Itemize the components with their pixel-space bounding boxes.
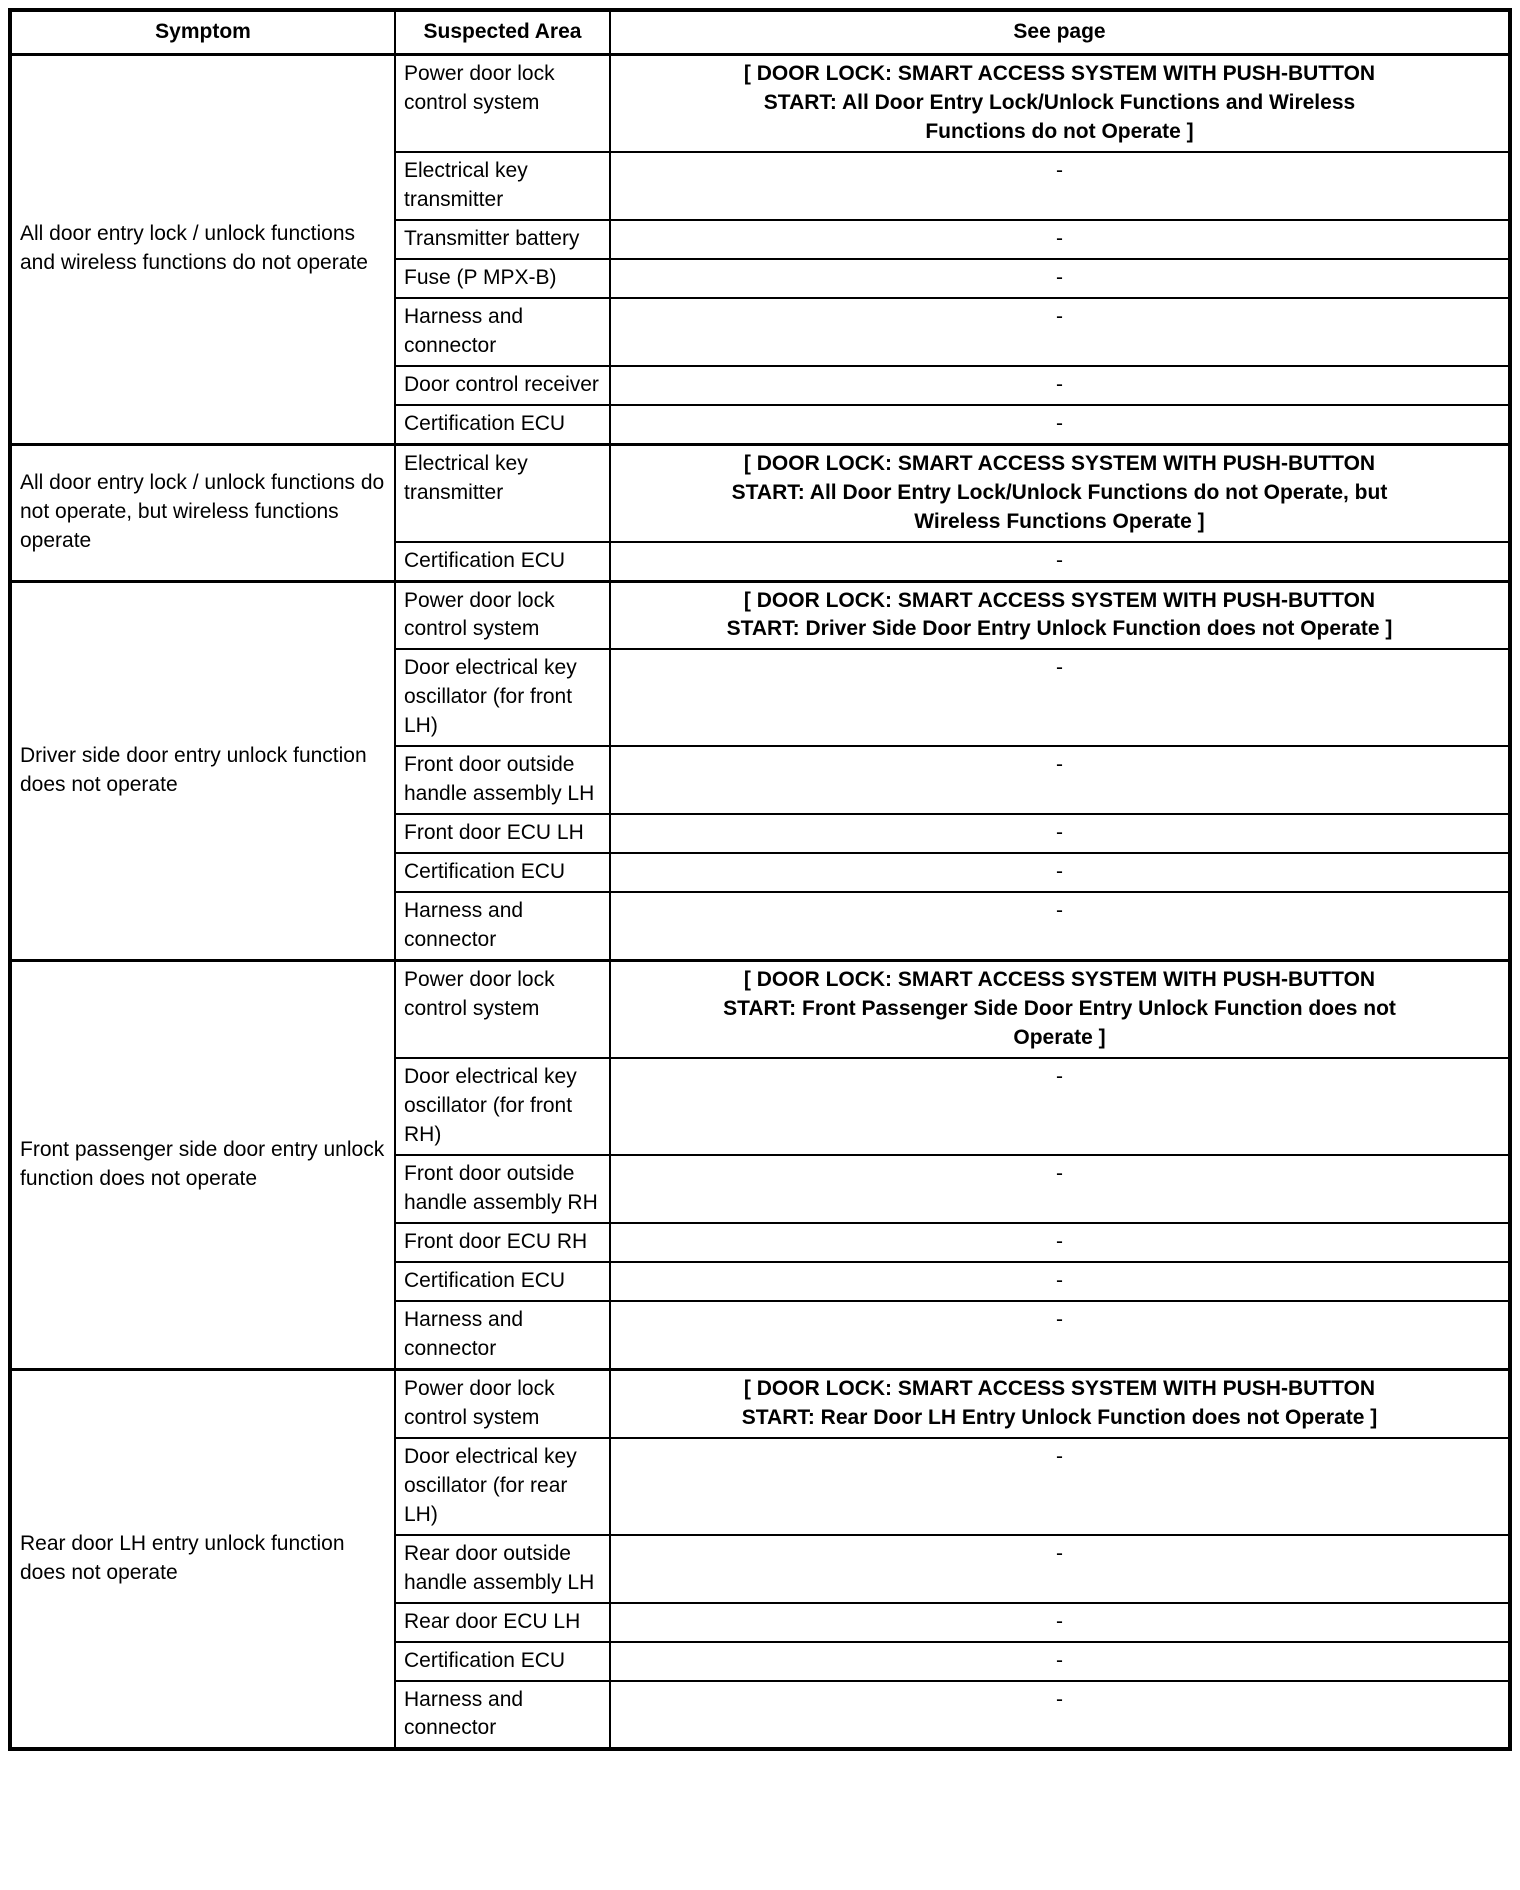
see-page-cell [610,152,1510,220]
suspected-area-cell: Door control receiver [395,366,610,405]
see-page-dash: - [1056,1268,1063,1292]
see-page-reference: [ DOOR LOCK: SMART ACCESS SYSTEM WITH PUSH-BUTTON START: Rear Door LH Entry Unlock Function does not Operate ] [741,1376,1378,1429]
see-page-dash: - [1056,1065,1063,1089]
see-page-cell [610,298,1510,366]
see-page-dash: - [1056,411,1063,435]
see-page-reference: [ DOOR LOCK: SMART ACCESS SYSTEM WITH PUSH-BUTTON START: Front Passenger Side Door Entry Unlock Function does not Operate ] [723,968,1396,1050]
symptom-cell: All door entry lock / unlock functions do not operate, but wireless functions operate [10,444,395,581]
suspected-area-cell: Rear door outside handle assembly LH [395,1535,610,1603]
table-row [10,961,1510,1058]
see-page-dash: - [1056,1229,1063,1253]
suspected-area-cell: Harness and connector [395,1681,610,1750]
suspected-area-cell: Front door outside handle assembly LH [395,746,610,814]
see-page-dash: - [1056,1444,1063,1468]
see-page-cell [610,1262,1510,1301]
see-page-reference: [ DOOR LOCK: SMART ACCESS SYSTEM WITH PUSH-BUTTON START: Driver Side Door Entry Unlock Function does not Operate ] [726,588,1393,641]
see-page-cell [610,1369,1510,1437]
column-header: See page [610,10,1510,54]
see-page-cell [610,1603,1510,1642]
see-page-dash: - [1056,656,1063,680]
see-page-dash: - [1056,860,1063,884]
symptom-cell: Rear door LH entry unlock function does not operate [10,1369,395,1749]
table-body [10,54,1510,1749]
see-page-dash: - [1056,158,1063,182]
table-row [10,1369,1510,1437]
see-page-cell [610,542,1510,581]
see-page-cell [610,1223,1510,1262]
column-header: Suspected Area [395,10,610,54]
suspected-area-cell: Power door lock control system [395,54,610,151]
see-page-cell [610,259,1510,298]
see-page-cell [610,1535,1510,1603]
suspected-area-cell: Harness and connector [395,1301,610,1369]
suspected-area-cell: Door electrical key oscillator (for front LH) [395,649,610,746]
see-page-cell [610,444,1510,541]
see-page-cell [610,961,1510,1058]
see-page-dash: - [1056,1609,1063,1633]
see-page-cell [610,366,1510,405]
column-header: Symptom [10,10,395,54]
see-page-reference: [ DOOR LOCK: SMART ACCESS SYSTEM WITH PUSH-BUTTON START: All Door Entry Lock/Unlock Functions do not Operate, but Wireless Functions Operate ] [731,451,1388,533]
see-page-dash: - [1056,1307,1063,1331]
suspected-area-cell: Electrical key transmitter [395,444,610,541]
suspected-area-cell: Door electrical key oscillator (for front RH) [395,1058,610,1155]
suspected-area-cell: Certification ECU [395,542,610,581]
see-page-cell [610,814,1510,853]
suspected-area-cell: Front door outside handle assembly RH [395,1155,610,1223]
see-page-dash: - [1056,1161,1063,1185]
see-page-cell [610,1301,1510,1369]
suspected-area-cell: Fuse (P MPX-B) [395,259,610,298]
see-page-cell [610,892,1510,960]
suspected-area-cell: Harness and connector [395,892,610,960]
see-page-cell [610,853,1510,892]
suspected-area-cell: Certification ECU [395,1642,610,1681]
see-page-dash: - [1056,1541,1063,1565]
see-page-cell [610,1155,1510,1223]
symptom-table [8,8,1512,1751]
see-page-dash: - [1056,821,1063,845]
suspected-area-cell: Door electrical key oscillator (for rear LH) [395,1438,610,1535]
symptom-cell: Driver side door entry unlock function does not operate [10,581,395,961]
see-page-dash: - [1056,226,1063,250]
see-page-cell [610,1058,1510,1155]
see-page-dash: - [1056,372,1063,396]
see-page-dash: - [1056,548,1063,572]
symptom-cell: All door entry lock / unlock functions and wireless functions do not operate [10,54,395,444]
see-page-cell [610,746,1510,814]
suspected-area-cell: Power door lock control system [395,581,610,649]
suspected-area-cell: Power door lock control system [395,1369,610,1437]
suspected-area-cell: Front door ECU LH [395,814,610,853]
suspected-area-cell: Electrical key transmitter [395,152,610,220]
see-page-dash: - [1056,304,1063,328]
see-page-dash: - [1056,265,1063,289]
see-page-cell [610,220,1510,259]
symptom-cell: Front passenger side door entry unlock function does not operate [10,961,395,1370]
see-page-cell [610,405,1510,444]
see-page-cell [610,649,1510,746]
suspected-area-cell: Certification ECU [395,405,610,444]
suspected-area-cell: Harness and connector [395,298,610,366]
see-page-dash: - [1056,753,1063,777]
see-page-cell [610,54,1510,151]
suspected-area-cell: Certification ECU [395,1262,610,1301]
suspected-area-cell: Front door ECU RH [395,1223,610,1262]
see-page-cell [610,1681,1510,1750]
suspected-area-cell: Certification ECU [395,853,610,892]
header-row [10,10,1510,54]
table-row [10,54,1510,151]
table-row [10,444,1510,541]
see-page-dash: - [1056,1687,1063,1711]
see-page-cell [610,1642,1510,1681]
see-page-reference: [ DOOR LOCK: SMART ACCESS SYSTEM WITH PUSH-BUTTON START: All Door Entry Lock/Unlock Functions and Wireless Functions do not Operate ] [743,61,1376,143]
suspected-area-cell: Rear door ECU LH [395,1603,610,1642]
see-page-dash: - [1056,1648,1063,1672]
suspected-area-cell: Transmitter battery [395,220,610,259]
see-page-dash: - [1056,899,1063,923]
see-page-cell [610,1438,1510,1535]
suspected-area-cell: Power door lock control system [395,961,610,1058]
table-row [10,581,1510,649]
see-page-cell [610,581,1510,649]
